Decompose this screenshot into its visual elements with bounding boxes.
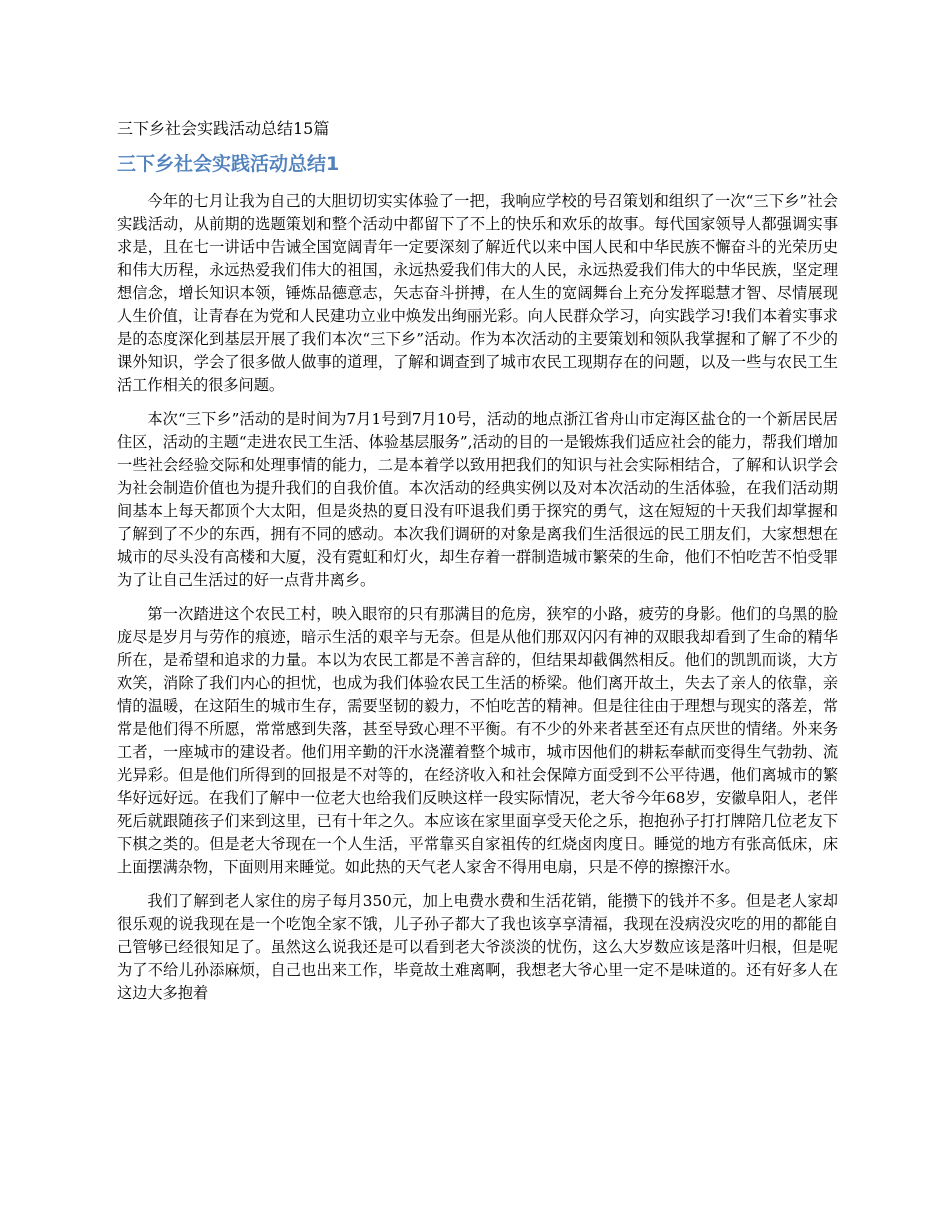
document-title: 三下乡社会实践活动总结15篇 xyxy=(117,119,330,138)
paragraph-2: 本次“三下乡”活动的是时间为7月1号到7月10号，活动的地点浙江省舟山市定海区盐仓的一个新居民居住区，活动的主题“走进农民工生活、体验基层服务”,活动的目的一是锻炼我们适应社会的能力，帮我们增加一些社会经验交际和处理事情的能力，二是本着学以致用把我们的知识与社会实际相结合，了解和认识学会为社会制造价值也为提升我们的自我价值。本次活动的经典实例以及对本次活动的生活体验，在我们活动期间基本上每天都顶个大太阳，但是炎热的夏日没有吓退我们勇于探究的勇气，这在短短的十天我们却掌握和了解到了不少的东西，拥有不同的感动。本次我们调研的对象是离我们生活很远的民工朋友们，大家想想在城市的尽头没有高楼和大厦，没有霓虹和灯火，却生存着一群制造城市繁荣的生命，他们不怕吃苦不怕受罪为了让自己生活过的好一点背井离乡。 xyxy=(117,410,838,589)
section-heading: 三下乡社会实践活动总结1 xyxy=(117,153,340,175)
document-page xyxy=(117,118,838,1016)
paragraph-3: 第一次踏进这个农民工村，映入眼帘的只有那满目的危房，狭窄的小路，疲劳的身影。他们的乌黑的脸庞尽是岁月与劳作的痕迹，暗示生活的艰辛与无奈。但是从他们那双闪闪有神的双眼我却看到了生命的精华所在，是希望和追求的力量。本以为农民工都是不善言辞的，但结果却截偶然相反。他们的凯凯而谈，大方欢笑，消除了我们内心的担忧，也成为我们体验农民工生活的桥梁。他们离开故土，失去了亲人的依靠，亲情的温暖，在这陌生的城市生存，需要坚韧的毅力，不怕吃苦的精神。但是往往由于理想与现实的落差，常常是他们得不所愿，常常感到失落，甚至导致心理不平衡。有不少的外来者甚至还有点厌世的情绪。外来务工者，一座城市的建设者。他们用辛勤的汗水浇灌着整个城市，城市因他们的耕耘奉献而变得生气勃勃、流光异彩。但是他们所得到的回报是不对等的，在经济收入和社会保障方面受到不公平待遇，他们离城市的繁华好远好远。在我们了解中一位老大也给我们反映这样一段实际情况，老大爷今年68岁，安徽阜阳人，老伴死后就跟随孩子们来到这里，已有十年之久。本应该在家里面享受天伦之乐，抱抱孙子打打牌陪几位老友下下棋之类的。但是老大爷现在一个人生活，平常靠买自家祖传的红烧卤肉度日。睡觉的地方有张高低床，床上面摆满杂物，下面则用来睡觉。如此热的天气老人家舍不得用电扇，只是不停的擦擦汗水。 xyxy=(117,605,838,876)
paragraph-1: 今年的七月让我为自己的大胆切切实实体验了一把，我响应学校的号召策划和组织了一次“三下乡”社会实践活动，从前期的选题策划和整个活动中都留下了不上的快乐和欢乐的故事。每代国家领导人都强调实事求是，且在七一讲话中告诫全国宽阔青年一定要深刻了解近代以来中国人民和中华民族不懈奋斗的光荣历史和伟大历程，永远热爱我们伟大的祖国，永远热爱我们伟大的人民，永远热爱我们伟大的中华民族，坚定理想信念，增长知识本领，锤炼品德意志，矢志奋斗拼搏，在人生的宽阔舞台上充分发挥聪慧才智、尽情展现人生价值，让青春在为党和人民建功立业中焕发出绚丽光彩。向人民群众学习，向实践学习!我们本着实事求是的态度深化到基层开展了我们本次“三下乡”活动。作为本次活动的主要策划和领队我掌握和了解了不少的课外知识，学会了很多做人做事的道理，了解和调查到了城市农民工现期存在的问题，以及一些与农民工生活工作相关的很多问题。 xyxy=(117,192,838,394)
paragraph-4: 我们了解到老人家住的房子每月350元，加上电费水费和生活花销，能攒下的钱并不多。但是老人家却很乐观的说我现在是一个吃饱全家不饿，儿子孙子都大了我也该享享清福，我现在没病没灾吃的用的都能自己管够已经很知足了。虽然这么说我还是可以看到老大爷淡淡的忧伤，这么大岁数应该是落叶归根，但是呢为了不给儿孙添麻烦，自己也出来工作，毕竟故土难离啊，我想老大爷心里一定不是味道的。还有好多人在这边大多抱着 xyxy=(117,892,838,1002)
